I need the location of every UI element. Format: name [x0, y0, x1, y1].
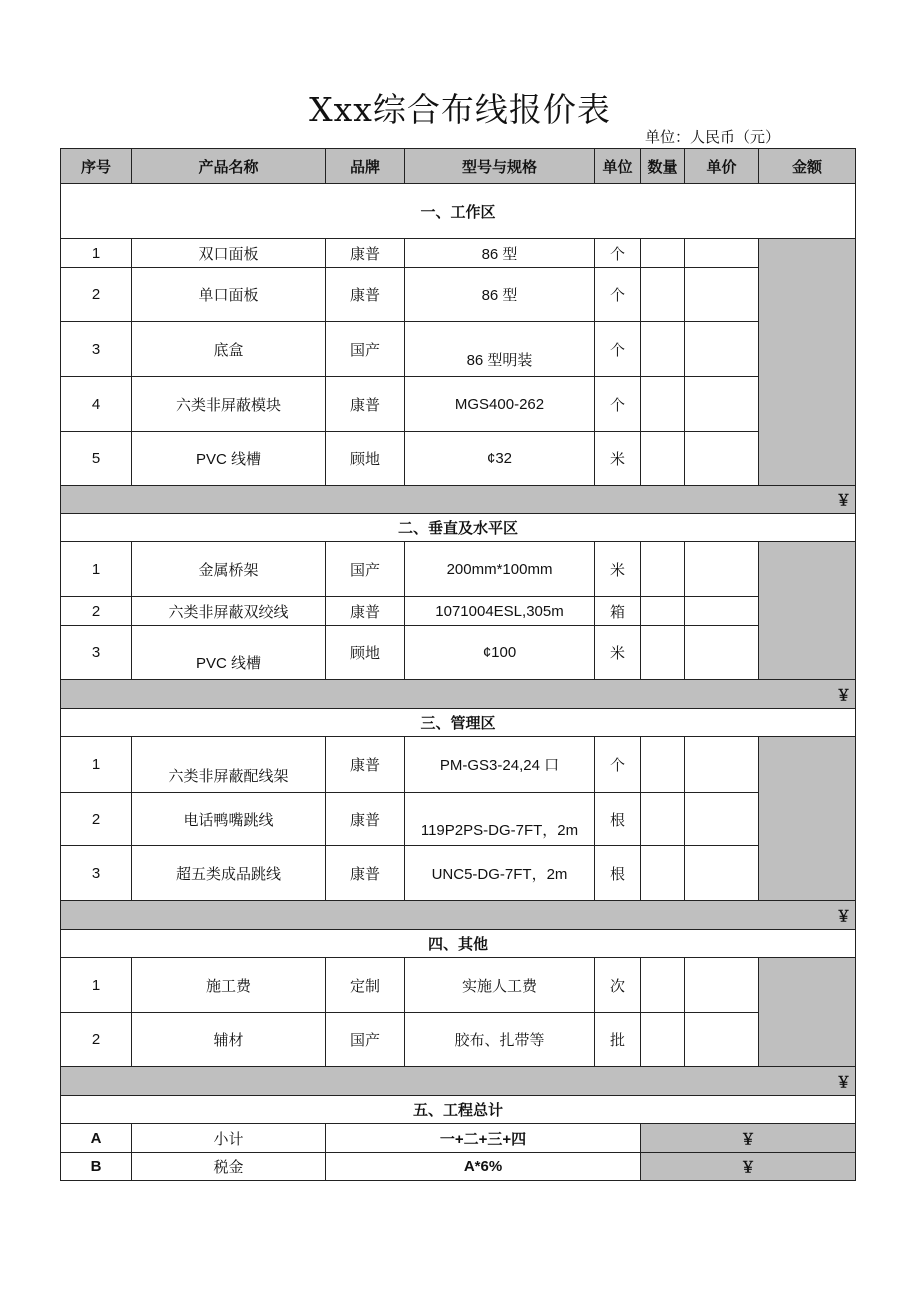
- cell-unit: 个: [595, 737, 641, 793]
- header-no: 序号: [61, 149, 132, 184]
- cell-model: 119P2PS-DG-7FT，2m: [405, 793, 595, 846]
- cell-unit: 米: [595, 432, 641, 486]
- cell-amount-block: [759, 239, 856, 486]
- subtotal-amount: ￥: [61, 1067, 856, 1096]
- table-row: [61, 846, 856, 901]
- table-row: [61, 542, 856, 597]
- table-row: [61, 432, 856, 486]
- table-row: [61, 1013, 856, 1067]
- summary-key: A: [61, 1124, 132, 1153]
- cell-amount-block: [759, 737, 856, 901]
- cell-name: 单口面板: [132, 268, 326, 322]
- summary-amount: ￥: [641, 1153, 856, 1181]
- cell-no: 2: [61, 597, 132, 626]
- cell-brand: 定制: [326, 958, 405, 1013]
- cell-name: 六类非屏蔽模块: [132, 377, 326, 432]
- cell-unit-price[interactable]: [685, 626, 759, 680]
- subtotal-row: [61, 486, 856, 514]
- cell-no: 2: [61, 1013, 132, 1067]
- cell-unit-price[interactable]: [685, 793, 759, 846]
- cell-model: 86 型明装: [405, 322, 595, 377]
- cell-model: MGS400-262: [405, 377, 595, 432]
- cell-quantity[interactable]: [641, 322, 685, 377]
- cell-name: PVC 线槽: [132, 432, 326, 486]
- cell-no: 3: [61, 322, 132, 377]
- cell-quantity[interactable]: [641, 737, 685, 793]
- section-header-row: [61, 709, 856, 737]
- summary-row: [61, 1153, 856, 1181]
- cell-name: 超五类成品跳线: [132, 846, 326, 901]
- section-title: 三、管理区: [61, 709, 856, 737]
- cell-name: 金属桥架: [132, 542, 326, 597]
- cell-unit: 箱: [595, 597, 641, 626]
- cell-unit-price[interactable]: [685, 432, 759, 486]
- cell-no: 3: [61, 626, 132, 680]
- cell-model: 86 型: [405, 239, 595, 268]
- cell-unit: 个: [595, 377, 641, 432]
- cell-no: 5: [61, 432, 132, 486]
- table-row: [61, 239, 856, 268]
- cell-model: 实施人工费: [405, 958, 595, 1013]
- table-row: [61, 377, 856, 432]
- section-title: 四、其他: [61, 930, 856, 958]
- cell-unit-price[interactable]: [685, 239, 759, 268]
- cell-quantity[interactable]: [641, 542, 685, 597]
- cell-no: 1: [61, 542, 132, 597]
- subtotal-amount: ￥: [61, 680, 856, 709]
- cell-brand: 康普: [326, 846, 405, 901]
- cell-unit: 米: [595, 626, 641, 680]
- header-brand: 品牌: [326, 149, 405, 184]
- cell-no: 1: [61, 958, 132, 1013]
- subtotal-row: [61, 901, 856, 930]
- cell-name: 辅材: [132, 1013, 326, 1067]
- cell-brand: 康普: [326, 597, 405, 626]
- section-title: 二、垂直及水平区: [61, 514, 856, 542]
- cell-no: 1: [61, 737, 132, 793]
- section-header-row: [61, 514, 856, 542]
- cell-brand: 顾地: [326, 626, 405, 680]
- cell-unit-price[interactable]: [685, 377, 759, 432]
- cell-brand: 康普: [326, 737, 405, 793]
- cell-model: 200mm*100mm: [405, 542, 595, 597]
- cell-unit: 根: [595, 793, 641, 846]
- subtotal-amount: ￥: [61, 486, 856, 514]
- table-row: [61, 268, 856, 322]
- cell-name: 双口面板: [132, 239, 326, 268]
- cell-model: ¢100: [405, 626, 595, 680]
- cell-amount-block: [759, 542, 856, 680]
- page-title: Xxx综合布线报价表: [309, 90, 611, 129]
- summary-label: 小计: [132, 1124, 326, 1153]
- table-row: [61, 793, 856, 846]
- summary-label: 税金: [132, 1153, 326, 1181]
- subtotal-row: [61, 1067, 856, 1096]
- cell-name: 六类非屏蔽配线架: [132, 737, 326, 793]
- cell-no: 2: [61, 793, 132, 846]
- cell-quantity[interactable]: [641, 268, 685, 322]
- cell-quantity[interactable]: [641, 377, 685, 432]
- summary-key: B: [61, 1153, 132, 1181]
- subtotal-amount: ￥: [61, 901, 856, 930]
- header-model: 型号与规格: [405, 149, 595, 184]
- cell-unit: 次: [595, 958, 641, 1013]
- table-row: [61, 597, 856, 626]
- table-row: [61, 626, 856, 680]
- cell-no: 3: [61, 846, 132, 901]
- cell-model: ¢32: [405, 432, 595, 486]
- cell-brand: 康普: [326, 268, 405, 322]
- cell-quantity[interactable]: [641, 597, 685, 626]
- cell-unit: 根: [595, 846, 641, 901]
- section-header-row: [61, 184, 856, 239]
- header-quantity: 数量: [641, 149, 685, 184]
- cell-quantity[interactable]: [641, 626, 685, 680]
- cell-no: 4: [61, 377, 132, 432]
- summary-amount: ￥: [641, 1124, 856, 1153]
- cell-quantity[interactable]: [641, 846, 685, 901]
- cell-name: 六类非屏蔽双绞线: [132, 597, 326, 626]
- cell-unit: 米: [595, 542, 641, 597]
- header-unit-price: 单价: [685, 149, 759, 184]
- section-title: 一、工作区: [61, 184, 856, 239]
- quotation-table: [60, 148, 856, 1181]
- cell-no: 2: [61, 268, 132, 322]
- cell-unit-price[interactable]: [685, 542, 759, 597]
- cell-quantity[interactable]: [641, 958, 685, 1013]
- cell-name: 施工费: [132, 958, 326, 1013]
- cell-model: UNC5-DG-7FT，2m: [405, 846, 595, 901]
- section-header-row: [61, 1096, 856, 1124]
- cell-unit-price[interactable]: [685, 597, 759, 626]
- cell-name: 底盒: [132, 322, 326, 377]
- cell-brand: 国产: [326, 542, 405, 597]
- cell-model: 胶布、扎带等: [405, 1013, 595, 1067]
- summary-formula: 一+二+三+四: [326, 1124, 641, 1153]
- cell-unit: 个: [595, 268, 641, 322]
- cell-unit-price[interactable]: [685, 737, 759, 793]
- cell-unit: 个: [595, 239, 641, 268]
- cell-model: 86 型: [405, 268, 595, 322]
- cell-model: 1071004ESL,305m: [405, 597, 595, 626]
- cell-quantity[interactable]: [641, 239, 685, 268]
- cell-unit: 个: [595, 322, 641, 377]
- currency-unit-note: 单位：人民币（元）: [645, 128, 781, 146]
- cell-unit-price[interactable]: [685, 846, 759, 901]
- table-row: [61, 958, 856, 1013]
- summary-formula: A*6%: [326, 1153, 641, 1181]
- header-amount: 金额: [759, 149, 856, 184]
- cell-quantity[interactable]: [641, 793, 685, 846]
- cell-amount-block: [759, 958, 856, 1067]
- section-header-row: [61, 930, 856, 958]
- cell-unit-price[interactable]: [685, 268, 759, 322]
- summary-row: [61, 1124, 856, 1153]
- cell-unit-price[interactable]: [685, 322, 759, 377]
- cell-unit-price[interactable]: [685, 958, 759, 1013]
- table-row: [61, 737, 856, 793]
- cell-brand: 国产: [326, 1013, 405, 1067]
- cell-quantity[interactable]: [641, 1013, 685, 1067]
- cell-no: 1: [61, 239, 132, 268]
- cell-brand: 国产: [326, 322, 405, 377]
- cell-name: PVC 线槽: [132, 626, 326, 680]
- header-row: [61, 149, 856, 184]
- cell-quantity[interactable]: [641, 432, 685, 486]
- subtotal-row: [61, 680, 856, 709]
- cell-model: PM-GS3-24,24 口: [405, 737, 595, 793]
- cell-brand: 康普: [326, 239, 405, 268]
- cell-unit: 批: [595, 1013, 641, 1067]
- header-unit: 单位: [595, 149, 641, 184]
- cell-brand: 康普: [326, 793, 405, 846]
- table-row: [61, 322, 856, 377]
- section-title: 五、工程总计: [61, 1096, 856, 1124]
- cell-name: 电话鸭嘴跳线: [132, 793, 326, 846]
- header-product-name: 产品名称: [132, 149, 326, 184]
- cell-brand: 顾地: [326, 432, 405, 486]
- cell-brand: 康普: [326, 377, 405, 432]
- cell-unit-price[interactable]: [685, 1013, 759, 1067]
